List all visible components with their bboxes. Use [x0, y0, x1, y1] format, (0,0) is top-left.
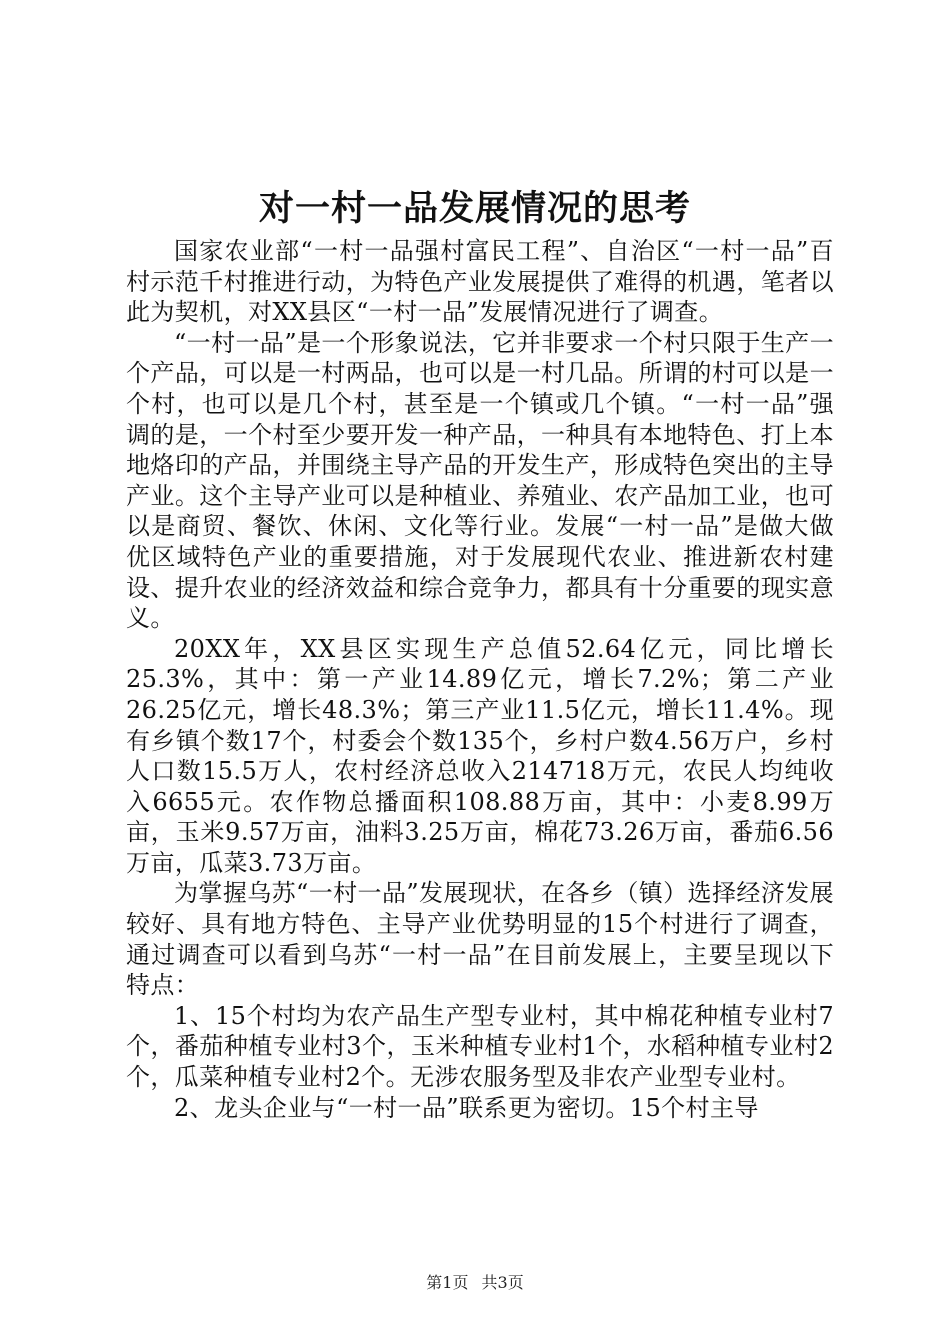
document-title: 对一村一品发展情况的思考	[258, 188, 691, 229]
page-number: 第1页	[426, 1273, 469, 1292]
page-total: 共3页	[481, 1273, 524, 1292]
paragraph-3: 20XX年，XX县区实现生产总值52.64亿元，同比增长25.3%，其中：第一产业14.89亿元，增长7.2%；第二产业26.25亿元，增长48.3%；第三产业11.5亿元，增长11.4%。现有乡镇个数17个，村委会个数135个，乡村户数4.56万户，乡村人口数15.5万人，农村经济总收入214718万元，农民人均纯收入6655元。农作物总播面积108.88万亩，其中：小麦8.99万亩，玉米9.57万亩，油料3.25万亩，棉花73.26万亩，番茄6.56万亩，瓜菜3.73万亩。	[126, 634, 834, 877]
document-body	[126, 236, 834, 1123]
paragraph-4: 为掌握乌苏“一村一品”发展现状，在各乡（镇）选择经济发展较好、具有地方特色、主导产业优势明显的15个村进行了调查，通过调查可以看到乌苏“一村一品”在目前发展上，主要呈现以下特点：	[126, 879, 834, 1000]
paragraph-5: 1、15个村均为农产品生产型专业村，其中棉花种植专业村7个，番茄种植专业村3个，玉米种植专业村1个，水稻种植专业村2个，瓜菜种植专业村2个。无涉农服务型及非农产业型专业村。	[126, 1001, 834, 1092]
paragraph-6: 2、龙头企业与“一村一品”联系更为密切。15个村主导	[174, 1093, 759, 1122]
page-footer	[0, 1272, 950, 1294]
paragraph-1: 国家农业部“一村一品强村富民工程”、自治区“一村一品”百村示范千村推进行动，为特色产业发展提供了难得的机遇，笔者以此为契机，对XX县区“一村一品”发展情况进行了调查。	[126, 237, 834, 327]
paragraph-2: “一村一品”是一个形象说法，它并非要求一个村只限于生产一个产品，可以是一村两品，也可以是一村几品。所谓的村可以是一个村，也可以是几个村，甚至是一个镇或几个镇。“一村一品”强调的是，一个村至少要开发一种产品，一种具有本地特色、打上本地烙印的产品，并围绕主导产品的开发生产，形成特色突出的主导产业。这个主导产业可以是种植业、养殖业、农产品加工业，也可以是商贸、餐饮、休闲、文化等行业。发展“一村一品”是做大做优区域特色产业的重要措施，对于发展现代农业、推进新农村建设、提升农业的经济效益和综合竞争力，都具有十分重要的现实意义。	[126, 328, 834, 633]
